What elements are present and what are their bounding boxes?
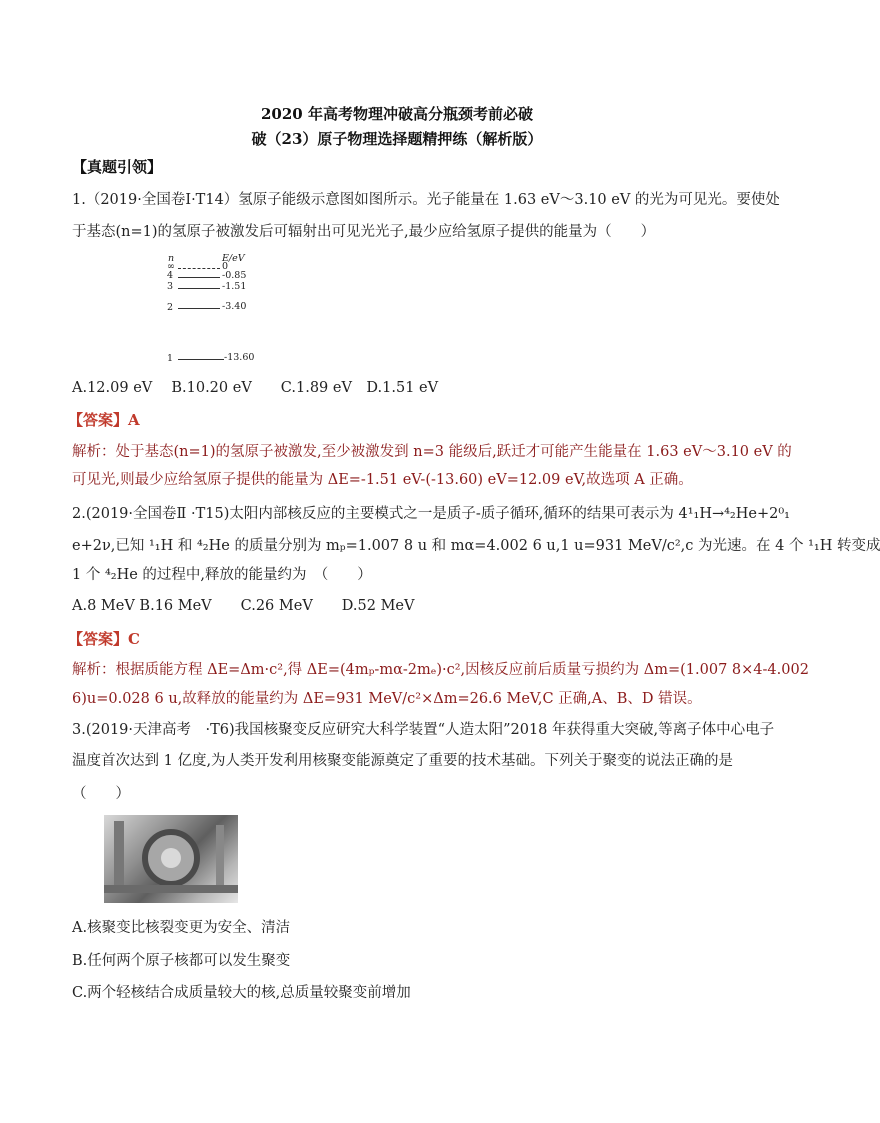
q2-answer: 【答案】C: [68, 630, 140, 648]
q3-stem-line1: 3.(2019·天津高考 ·T6)我国核聚变反应研究大科学装置“人造太阳”2018 年获得重大突破,等离子体中心电子: [72, 722, 775, 738]
fusion-device-photo: [104, 815, 238, 903]
q1-answer: 【答案】A: [68, 411, 140, 429]
document-subtitle: 破（23）原子物理选择题精押练（解析版）: [251, 130, 543, 148]
level-line-4: [178, 277, 220, 278]
q3-stem-line2: 温度首次达到 1 亿度,为人类开发利用核聚变能源奠定了重要的技术基础。下列关于聚变的说法正确的是: [72, 753, 734, 769]
diagram-n-label: n: [168, 253, 175, 264]
diagram-e-label: E/eV: [222, 253, 245, 264]
section-heading: 【真题引领】: [72, 158, 163, 176]
level-line-inf: [178, 268, 220, 269]
level-n-3: 3: [167, 281, 174, 292]
q3-option-c: C.两个轻核结合成质量较大的核,总质量较聚变前增加: [72, 985, 411, 1001]
q1-options: A.12.09 eV B.10.20 eV C.1.89 eV D.1.51 eV: [72, 380, 439, 396]
q3-option-a: A.核聚变比核裂变更为安全、清洁: [72, 920, 291, 936]
q2-stem-line2: e+2ν,已知 ¹₁H 和 ⁴₂He 的质量分别为 mₚ=1.007 8 u 和 mα=4.002 6 u,1 u=931 MeV/c²,c 为光速。在 4 个 ¹₁H 转变成: [72, 538, 880, 554]
level-e-2: -3.40: [222, 301, 247, 312]
level-e-3: -1.51: [222, 281, 247, 292]
q3-stem-line3: （ ）: [72, 786, 130, 802]
level-e-4: -0.85: [222, 270, 247, 281]
q2-options: A.8 MeV B.16 MeV C.26 MeV D.52 MeV: [72, 598, 415, 614]
level-line-3: [178, 288, 220, 289]
level-n-2: 2: [167, 302, 174, 313]
level-line-2: [178, 308, 220, 309]
level-e-inf: 0: [222, 261, 229, 272]
document-title: 2020 年高考物理冲破高分瓶颈考前必破: [261, 105, 533, 123]
q1-stem-line1: 1.（2019·全国卷Ⅰ·T14）氢原子能级示意图如图所示。光子能量在 1.63 eV～3.10 eV 的光为可见光。要使处: [72, 192, 780, 208]
q2-explanation-line2: 6)u=0.028 6 u,故释放的能量约为 ΔE=931 MeV/c²×Δm=26.6 MeV,C 正确,A、B、D 错误。: [72, 691, 702, 707]
level-line-1: [178, 359, 224, 360]
level-n-inf: ∞: [167, 261, 175, 272]
q2-stem-line1: 2.(2019·全国卷Ⅱ ·T15)太阳内部核反应的主要模式之一是质子-质子循环,循环的结果可表示为 4¹₁H→⁴₂He+2⁰₁: [72, 506, 790, 522]
q2-explanation-line1: 解析：根据质能方程 ΔE=Δm·c²,得 ΔE=(4mₚ-mα-2mₑ)·c²,因核反应前后质量亏损约为 Δm=(1.007 8×4-4.002: [72, 662, 809, 678]
q1-explanation-line2: 可见光,则最少应给氢原子提供的能量为 ΔE=-1.51 eV-(-13.60) eV=12.09 eV,故选项 A 正确。: [72, 472, 693, 488]
level-n-4: 4: [167, 270, 174, 281]
level-n-1: 1: [167, 353, 174, 364]
q1-stem-line2: 于基态(n=1)的氢原子被激发后可辐射出可见光光子,最少应给氢原子提供的能量为（ ）: [72, 224, 656, 240]
level-e-1: -13.60: [224, 352, 255, 363]
q2-stem-line3: 1 个 ⁴₂He 的过程中,释放的能量约为 （ ）: [72, 567, 372, 583]
q3-option-b: B.任何两个原子核都可以发生聚变: [72, 953, 291, 969]
q1-explanation-line1: 解析：处于基态(n=1)的氢原子被激发,至少被激发到 n=3 能级后,跃迁才可能产生能量在 1.63 eV～3.10 eV 的: [72, 444, 792, 460]
